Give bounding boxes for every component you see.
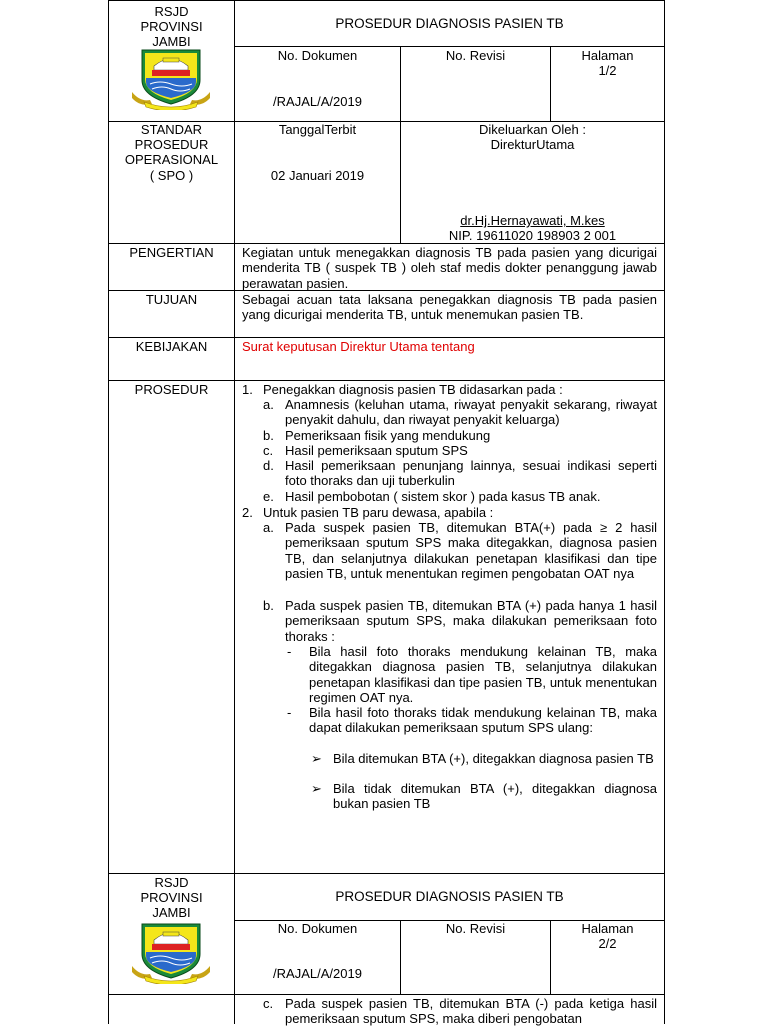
no-dokumen-label: No. Dokumen	[277, 921, 358, 936]
arrow-bullet-icon: ➢	[311, 781, 322, 796]
list-item: Anamnesis (keluhan utama, riwayat penyakit sekarang, riwayat penyakit dahulu, dan riwayat penyakit keluarga)	[285, 397, 657, 428]
list-marker: a.	[263, 520, 274, 535]
list-item: Pada suspek pasien TB, ditemukan BTA (-) pada ketiga hasil pemeriksaan sputum SPS, maka diberi pengobatan	[285, 996, 657, 1027]
row-line	[108, 337, 665, 338]
kebijakan-text: Surat keputusan Direktur Utama tentang	[242, 339, 475, 354]
halaman-label: Halaman	[581, 48, 634, 63]
list-marker: -	[287, 705, 292, 720]
spo-label-2: PROSEDUR	[134, 137, 209, 152]
list-item: Bila ditemukan BTA (+), ditegakkan diagnosa pasien TB	[333, 751, 654, 766]
pengertian-label: PENGERTIAN	[129, 245, 214, 260]
column-divider	[234, 0, 235, 1024]
dikeluarkan-label: Dikeluarkan Oleh :	[479, 122, 586, 137]
jambi-emblem-logo	[130, 44, 212, 110]
list-item: Bila hasil foto thoraks tidak mendukung kelainan TB, maka dapat dilakukan pemeriksaan sputum SPS ulang:	[309, 705, 657, 736]
no-dokumen-label: No. Dokumen	[277, 48, 358, 63]
list-marker: 2.	[242, 505, 253, 520]
row-line	[108, 0, 665, 1]
halaman-value: 2/2	[598, 936, 617, 951]
spo-label-3: OPERASIONAL	[124, 152, 219, 167]
list-marker: c.	[263, 443, 274, 458]
signer-name: dr.Hj.Hernayawati, M.kes	[460, 213, 605, 228]
list-marker: b.	[263, 598, 274, 613]
table-border-right	[664, 0, 665, 1024]
list-item: Bila hasil foto thoraks mendukung kelainan TB, maka ditegakkan diagnosa pasien TB, selanjutnya dilakukan penetapan klasifikasi dan tipe pasien TB, untuk menentukan regimen OAT nya.	[309, 644, 657, 705]
spo-label-4: ( SPO )	[149, 168, 194, 183]
pengertian-text: Kegiatan untuk menegakkan diagnosis TB pada pasien yang dicurigai menderita TB ( suspek TB ) oleh staf medis dokter penanggung jawab perawatan pasien.	[242, 245, 657, 291]
list-marker: c.	[263, 996, 274, 1011]
row-line	[108, 873, 665, 874]
jambi-emblem-logo	[130, 918, 212, 984]
list-marker: -	[287, 644, 292, 659]
no-revisi-label: No. Revisi	[445, 921, 506, 936]
list-marker: e.	[263, 489, 274, 504]
list-item: Pada suspek pasien TB, ditemukan BTA(+) pada ≥ 2 hasil pemeriksaan sputum SPS maka ditegakkan, diagnosa pasien TB, dan selanjutnya dilakukan penetapan klasifikasi dan tipe pasien TB, untuk menentukan regimen pengobatan OAT nya	[285, 520, 657, 581]
prosedur-label: PROSEDUR	[134, 382, 209, 397]
kebijakan-label: KEBIJAKAN	[135, 339, 208, 354]
list-marker: 1.	[242, 382, 253, 397]
list-item: Hasil pemeriksaan penunjang lainnya, sesuai indikasi seperti foto thoraks dan uji tuberkulin	[285, 458, 657, 489]
no-dokumen-value: /RAJAL/A/2019	[273, 966, 362, 981]
prosedur-item-2: Untuk pasien TB paru dewasa, apabila :	[263, 505, 494, 520]
list-item: Pemeriksaan fisik yang mendukung	[285, 428, 491, 443]
list-item: Hasil pemeriksaan sputum SPS	[285, 443, 468, 458]
no-revisi-label: No. Revisi	[445, 48, 506, 63]
tanggal-terbit-label: TanggalTerbit	[278, 122, 357, 137]
list-marker: b.	[263, 428, 274, 443]
org-name: RSJD PROVINSI JAMBI	[140, 875, 203, 920]
list-marker: a.	[263, 397, 274, 412]
tujuan-label: TUJUAN	[145, 292, 198, 307]
signer-nip: NIP. 19611020 198903 2 001	[448, 228, 617, 243]
row-line	[108, 380, 665, 381]
list-item: Hasil pembobotan ( sistem skor ) pada kasus TB anak.	[285, 489, 601, 504]
tujuan-text: Sebagai acuan tata laksana penegakkan diagnosis TB pada pasien yang dicurigai menderita TB, untuk menemukan pasien TB.	[242, 292, 657, 323]
row-line	[108, 994, 665, 995]
list-item: Pada suspek pasien TB, ditemukan BTA (+) pada hanya 1 hasil pemeriksaan sputum SPS, maka dilakukan pemeriksaan foto thoraks :	[285, 598, 657, 644]
no-dokumen-value: /RAJAL/A/2019	[273, 94, 362, 109]
dikeluarkan-value: DirekturUtama	[490, 137, 575, 152]
tanggal-terbit-value: 02 Januari 2019	[270, 168, 365, 183]
row-line	[108, 243, 665, 244]
halaman-label: Halaman	[581, 921, 634, 936]
list-item: Bila tidak ditemukan BTA (+), ditegakkan diagnosa bukan pasien TB	[333, 781, 657, 812]
document-title: PROSEDUR DIAGNOSIS PASIEN TB	[335, 889, 564, 904]
list-marker: d.	[263, 458, 274, 473]
row-line	[234, 46, 665, 47]
org-name: RSJD PROVINSI JAMBI	[140, 4, 203, 49]
halaman-value: 1/2	[598, 63, 617, 78]
arrow-bullet-icon: ➢	[311, 751, 322, 766]
document-title: PROSEDUR DIAGNOSIS PASIEN TB	[335, 16, 564, 31]
prosedur-item-1: Penegakkan diagnosis pasien TB didasarkan pada :	[263, 382, 563, 397]
spo-label-1: STANDAR	[140, 122, 203, 137]
